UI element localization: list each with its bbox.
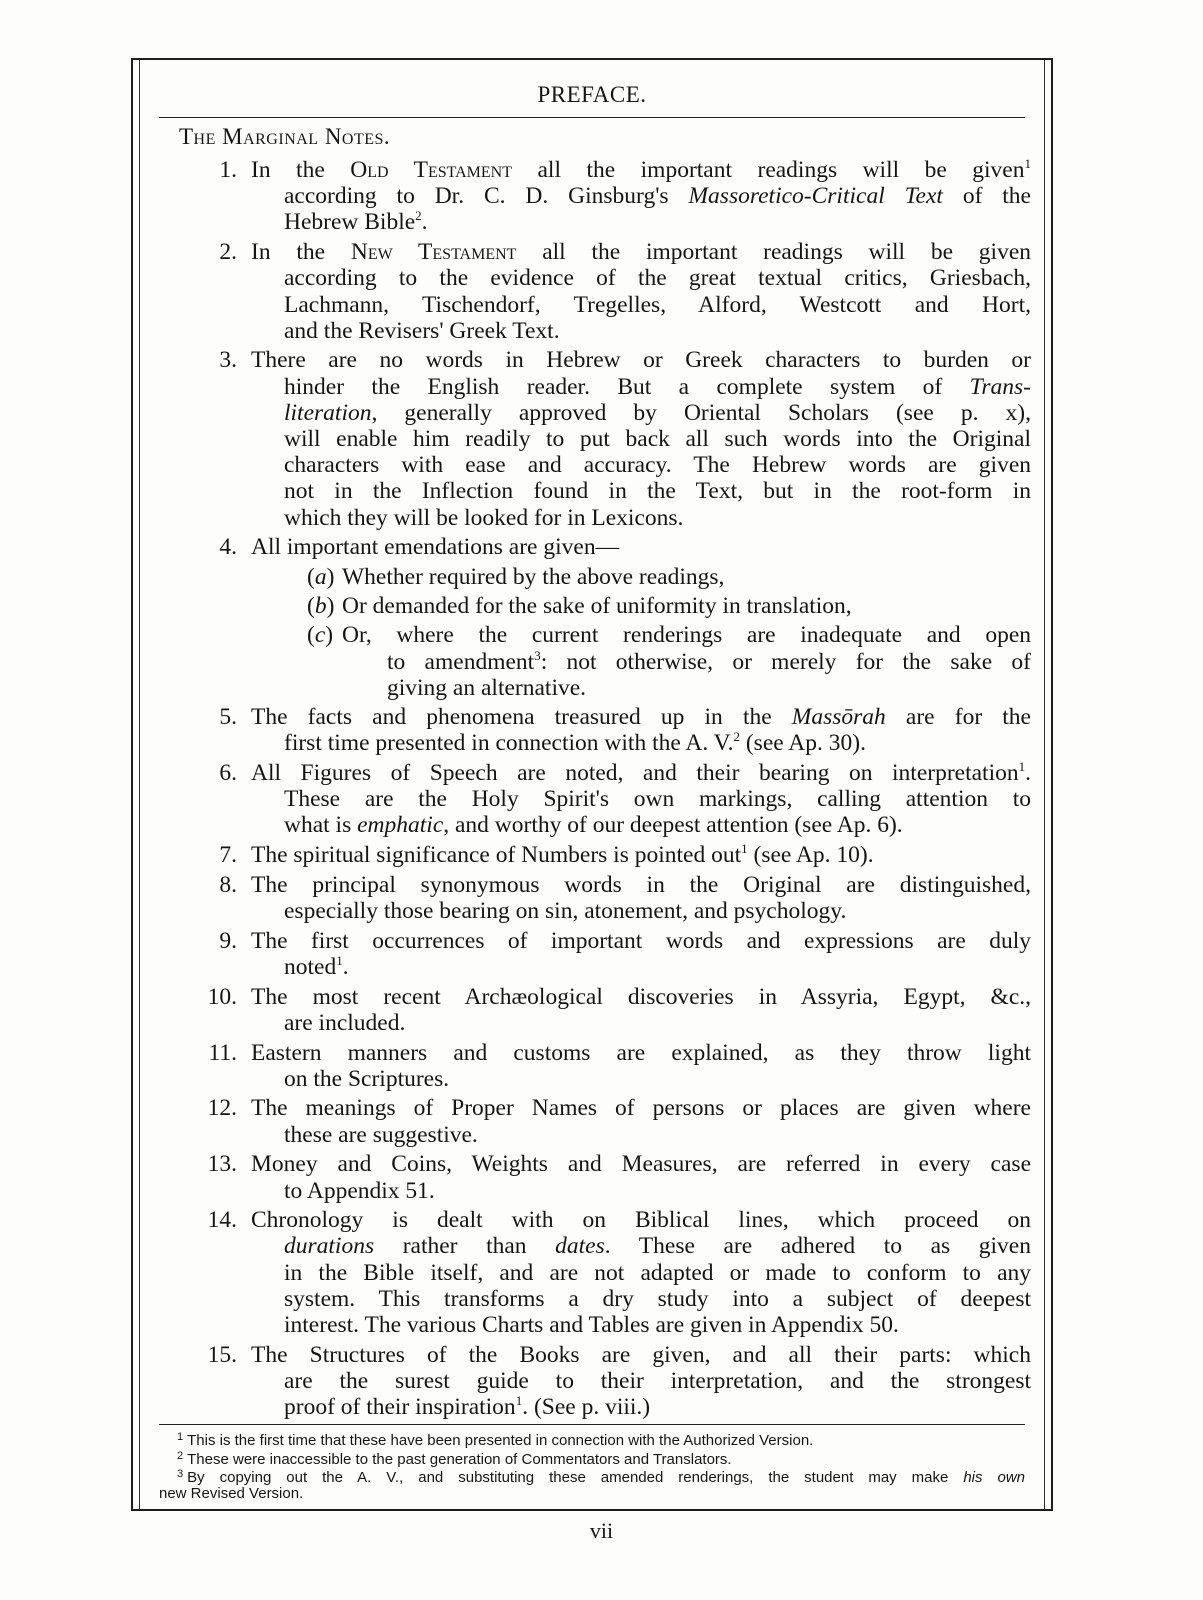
note-item [179, 1207, 1031, 1338]
note-item [179, 1151, 1031, 1203]
note-number: 6. [219, 759, 237, 786]
text-line: The facts and phenomena treasured up in the Massōrah are for the [251, 704, 1031, 731]
text-line: system. This transforms a dry study into a subject of deepest [284, 1285, 1031, 1312]
note-item [179, 157, 1031, 236]
text-line: will enable him readily to put back all such words into the Original [284, 426, 1031, 453]
text-line: first time presented in connection with the A. V.$^2$ (see Ap. 30). [284, 729, 866, 757]
note-number: 1. [219, 157, 237, 183]
note-item [179, 1040, 1031, 1092]
text-line: characters with ease and accuracy. The Hebrew words are given [284, 452, 1031, 479]
note-number: 11. [208, 1039, 237, 1066]
footnote [159, 1467, 1025, 1501]
note-number: 15. [207, 1341, 237, 1368]
footnote-rule [159, 1424, 1025, 1425]
page-frame [131, 58, 1053, 1511]
text-line: The most recent Archæological discoveries in Assyria, Egypt, &c., [251, 983, 1031, 1010]
text-line: which they will be looked for in Lexicons. [284, 504, 684, 531]
text-line: are the surest guide to their interpretation, and the strongest [284, 1367, 1031, 1394]
note-number: 3. [219, 347, 237, 374]
text-line: what is emphatic, and worthy of our deepest attention (see Ap. 6). [284, 812, 903, 839]
note-number: 12. [207, 1095, 237, 1122]
text-line: durations rather than dates. These are adhered to as given [284, 1233, 1031, 1260]
text-line: are included. [284, 1009, 406, 1036]
text-line: All important emendations are given— [251, 534, 620, 561]
running-head: PREFACE. [537, 82, 647, 107]
text-line: In the New Testament all the important readings will be given [251, 239, 1031, 266]
footnotes [159, 1430, 1025, 1501]
note-subitem [179, 622, 1031, 701]
text-line: Chronology is dealt with on Biblical lines, which proceed on [251, 1207, 1031, 1234]
text-line: All Figures of Speech are noted, and their bearing on interpretation$^1$. [251, 758, 1031, 786]
footnote-line: $^1$ This is the first time that these have been presented in connection with the Authorized Version. [177, 1431, 814, 1449]
note-number: 9. [219, 927, 237, 954]
note-number: 13. [207, 1151, 237, 1178]
text-line: These are the Holy Spirit's own markings, calling attention to [284, 786, 1031, 813]
note-item [179, 704, 1031, 756]
footnote-line: new Revised Version. [159, 1484, 304, 1502]
note-number: 8. [219, 871, 237, 898]
footnote-line: $^2$ These were inaccessible to the past generation of Commentators and Translators. [177, 1449, 732, 1468]
text-line: especially those bearing on sin, atonement, and psychology. [284, 897, 847, 924]
text-line: Hebrew Bible$^2$. [284, 208, 428, 236]
text-line: There are no words in Hebrew or Greek characters to burden or [251, 347, 1031, 374]
text-line: The first occurrences of important words and expressions are duly [251, 927, 1031, 954]
notes-list [179, 157, 1031, 1424]
text-line: Eastern manners and customs are explained, as they throw light [251, 1039, 1031, 1066]
text-line: to amendment$^3$: not otherwise, or merely for the sake of [387, 647, 1031, 675]
note-number: 2. [219, 239, 237, 266]
note-item [179, 1095, 1031, 1147]
text-line: and the Revisers' Greek Text. [284, 317, 560, 344]
text-line: The Structures of the Books are given, and all their parts: which [251, 1341, 1031, 1368]
note-number: 14. [207, 1207, 237, 1234]
note-number: 10. [207, 983, 237, 1010]
note-item [179, 842, 1031, 868]
note-item [179, 928, 1031, 980]
header-rule [159, 117, 1025, 118]
text-line: hinder the English reader. But a complete system of Trans- [284, 373, 1031, 400]
note-number: 7. [219, 842, 237, 869]
footnote [159, 1430, 1025, 1449]
footnote [159, 1449, 1025, 1468]
note-subitem [179, 593, 1031, 619]
note-item [179, 534, 1031, 560]
note-number: 4. [219, 534, 237, 561]
text-line: Or, where the current renderings are inadequate and open [342, 622, 1031, 649]
text-line: on the Scriptures. [284, 1065, 450, 1092]
note-item [179, 239, 1031, 344]
note-item [179, 872, 1031, 924]
section-title: The Marginal Notes. [179, 124, 391, 149]
footnote-mark: 2 [177, 1449, 184, 1462]
text-line: noted$^1$. [284, 952, 349, 980]
text-line: Lachmann, Tischendorf, Tregelles, Alford, Westcott and Hort, [284, 291, 1031, 318]
note-subitem [179, 564, 1031, 590]
text-line: proof of their inspiration$^1$. (See p. viii.) [284, 1393, 651, 1421]
text-line: The meanings of Proper Names of persons or places are given where [251, 1095, 1031, 1122]
note-item [179, 984, 1031, 1036]
text-line: Whether required by the above readings, [342, 564, 725, 591]
text-line: these are suggestive. [284, 1121, 478, 1148]
note-item [179, 1342, 1031, 1421]
text-line: giving an alternative. [387, 674, 587, 701]
text-line: according to Dr. C. D. Ginsburg's Massoretico-Critical Text of the [284, 183, 1031, 210]
note-item [179, 760, 1031, 839]
footnote-line: $^3$ By copying out the A. V., and substituting these amended renderings, the student may make his own [177, 1468, 1026, 1486]
text-line: according to the evidence of the great textual critics, Griesbach, [284, 265, 1031, 292]
text-line: The principal synonymous words in the Original are distinguished, [251, 871, 1031, 898]
note-item [179, 347, 1031, 530]
page-number: vii [589, 1518, 614, 1543]
footnote-mark: 3 [177, 1468, 184, 1480]
text-line: not in the Inflection found in the Text, but in the root-form in [284, 478, 1031, 505]
text-line: in the Bible itself, and are not adapted or made to conform to any [284, 1259, 1031, 1286]
footnote-mark: 1 [177, 1431, 184, 1443]
subitem-label: (a) [307, 564, 335, 591]
text-line: Or demanded for the sake of uniformity in translation, [342, 593, 852, 620]
text-line: interest. The various Charts and Tables are given in Appendix 50. [284, 1312, 899, 1339]
text-line: In the Old Testament all the important readings will be given$^1$ [251, 156, 1031, 183]
text-line: Money and Coins, Weights and Measures, are referred in every case [251, 1151, 1031, 1178]
subitem-label: (c) [307, 622, 334, 649]
text-line: to Appendix 51. [284, 1177, 435, 1204]
text-line: literation, generally approved by Oriental Scholars (see p. x), [284, 399, 1031, 426]
text-line: The spiritual significance of Numbers is pointed out$^1$ (see Ap. 10). [251, 841, 874, 869]
subitem-label: (b) [307, 593, 335, 620]
note-number: 5. [219, 704, 237, 731]
